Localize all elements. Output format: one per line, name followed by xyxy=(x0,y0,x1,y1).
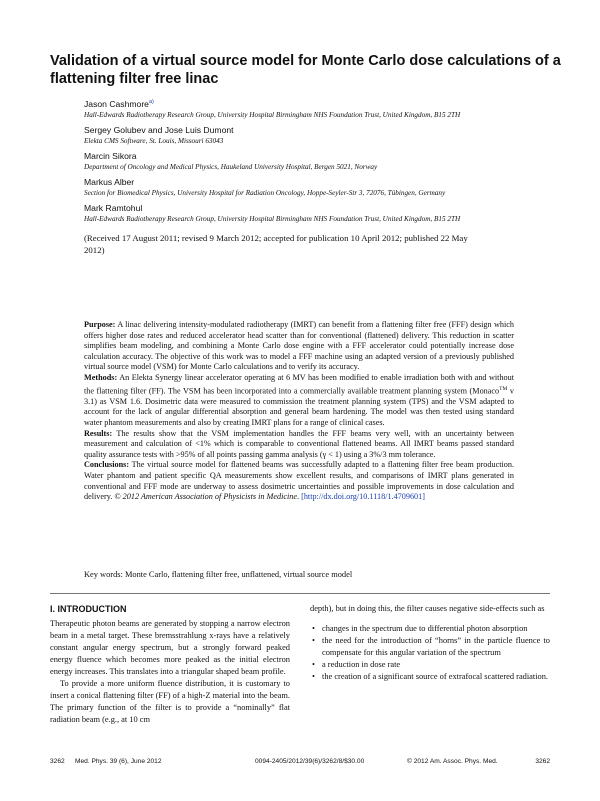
author-name: Markus Alber xyxy=(84,176,135,187)
intro-paragraph: To provide a more uniform fluence distribution, it is customary to insert a conical flattening filter (FF) of a high-Z material into the beam. The primary function of the filter is to provide a “nominally” flat radiation beam (e.g., at 10 cm xyxy=(50,679,290,724)
side-effects-list xyxy=(310,623,550,683)
abstract-methods xyxy=(84,373,514,429)
footer-journal-citation: Med. Phys. 39 (6), June 2012 xyxy=(75,758,162,765)
author-affiliation: Elekta CMS Software, St. Louis, Missouri 63043 xyxy=(84,136,224,145)
author-name: Marcin Sikora xyxy=(84,150,137,161)
doi-link[interactable]: [http://dx.doi.org/10.1118/1.4709601] xyxy=(301,492,425,502)
author-footnote-link[interactable]: a) xyxy=(148,99,154,105)
author-affiliation: Department of Oncology and Medical Physics, Haukeland University Hospital, Bergen 5021, Norway xyxy=(84,162,378,171)
author-affiliation: Hall-Edwards Radiotherapy Research Group, University Hospital Birmingham NHS Foundation Trust, United Kingdom, B15 2TH xyxy=(84,214,461,223)
footer-page-number-left: 3262 xyxy=(50,758,65,765)
methods-text-continued: v 3.1) as VSM 1.6. Dosimetric data were measured to commission the treatment planning system (TPS) and the VSM adapted to account for the lack of angular differential absorption and general beam hardening. The model was then tested using standard water phantom measurements and also by creating IMRT plans for a range of clinical cases. xyxy=(84,386,514,428)
section-divider xyxy=(50,593,550,594)
author-entry xyxy=(84,97,564,120)
methods-label: Methods: xyxy=(84,372,118,382)
keywords: Key words: Monte Carlo, flattening filter free, unflattened, virtual source model xyxy=(84,570,353,579)
methods-text: An Elekta Synergy linear accelerator operating at 6 MV has been modified to enable irradiation both with and without the flattening filter (FF). The VSM has been incorporated into a commercially available treatment planning system (Monaco xyxy=(84,372,514,396)
copyright-notice: © 2012 American Association of Physicists in Medicine xyxy=(114,492,297,502)
received-dates: (Received 17 August 2011; revised 9 March 2012; accepted for publication 10 April 2012; published 22 May 2012) xyxy=(84,232,468,255)
list-item: • the need for the introduction of “horns” in the particle fluence to compensate for this angular variation of the spectrum xyxy=(310,635,550,659)
author-entry xyxy=(84,151,564,172)
author-affiliation: Section for Biomedical Physics, University Hospital for Radiation Oncology, Hoppe-Seyler-Str 3, 72076, Tübingen, Germany xyxy=(84,188,446,197)
list-item: • the creation of a significant source of extrafocal scattered radiation. xyxy=(310,671,550,683)
intro-paragraph-continued: depth), but in doing this, the filter causes negative side-effects such as xyxy=(310,604,545,613)
author-block xyxy=(84,97,564,256)
section-heading-introduction: I. INTRODUCTION xyxy=(50,604,127,614)
author-entry xyxy=(84,203,564,224)
author-name: Mark Ramtohul xyxy=(84,202,143,213)
purpose-text: A linac delivering intensity-modulated radiotherapy (IMRT) can benefit from a flattening filter free (FFF) design which offers higher dose rates and reduced accelerator head scatter than for conventional (flattened) delivery. This reduction in scatter simplifies beam modeling, and combining a Monte Carlo dose engine with a FFF accelerator could potentially increase dose calculation accuracy. The objective of this work was to model a FFF machine using an adapted version of a previously published virtual source model (VSM) for Monte Carlo calculations and to verify its accuracy. xyxy=(84,320,514,372)
right-column xyxy=(310,603,550,683)
abstract xyxy=(84,320,514,503)
author-name: Jason Cashmore xyxy=(84,98,149,109)
list-item: • a reduction in dose rate xyxy=(310,659,550,671)
abstract-purpose xyxy=(84,320,514,373)
intro-paragraph: Therapeutic photon beams are generated by stopping a narrow electron beam in a metal target. These bremsstrahlung x-rays have a relatively constant angular energy spectrum, but a strongly forward peaked energy fluence which becomes more peaked as the initial electron energy increases. This translates into a triangular shaped beam profile. xyxy=(50,619,290,676)
trademark-mark: TM xyxy=(499,385,508,392)
author-entry xyxy=(84,177,564,198)
list-item: • changes in the spectrum due to differential photon absorption xyxy=(310,623,550,635)
footer-issn: 0094-2405/2012/39(6)/3262/8/$30.00 xyxy=(255,758,365,765)
left-column xyxy=(50,603,290,726)
author-name: Sergey Golubev and Jose Luis Dumont xyxy=(84,124,234,135)
abstract-conclusions: Conclusions: The virtual source model for flattened beams was successfully adapted to a flattening filter free beam production. Water phantom and patient specific QA measurements show excellent results, and comparisons of IMRT plans generated in conventional and FFF mode are underway to assess dosimetric uncertainties and possible improvements in dose calculation and delivery. © 2012 American Association of Physicists in Medicine. [http://dx.doi.org/10.1118/1.4709601] xyxy=(84,460,514,502)
author-entry xyxy=(84,125,564,146)
results-text: The results show that the VSM implementation handles the FFF beams very well, with an uncertainty between measurement and calculation of <1% which is comparable to conventional flattened beams. All IMRT beams passed standard quality assurance tests with >95% of all points passing gamma analysis (γ < 1) using a 3%/3 mm tolerance. xyxy=(84,428,514,459)
page-footer xyxy=(50,756,550,768)
footer-page-number-right: 3262 xyxy=(535,758,550,765)
conclusions-text: The virtual source model for flattened beams was successfully adapted to a flattening filter free beam production. Water phantom and patient specific QA measurements show excellent results, and comparisons of IMRT plans generated in conventional and FFF mode are underway to assess dosimetric uncertainties and possible improvements in dose calculation and delivery. xyxy=(84,460,514,502)
conclusions-label: Conclusions: xyxy=(84,460,130,470)
paper-title: Validation of a virtual source model for Monte Carlo dose calculations of a flattening filter free linac xyxy=(50,53,561,87)
author-affiliation: Hall-Edwards Radiotherapy Research Group, University Hospital Birmingham NHS Foundation Trust, United Kingdom, B15 2TH xyxy=(84,110,461,119)
footer-copyright: © 2012 Am. Assoc. Phys. Med. xyxy=(407,758,498,765)
results-label: Results: xyxy=(84,428,113,438)
purpose-label: Purpose: xyxy=(84,320,116,329)
abstract-results xyxy=(84,429,514,461)
